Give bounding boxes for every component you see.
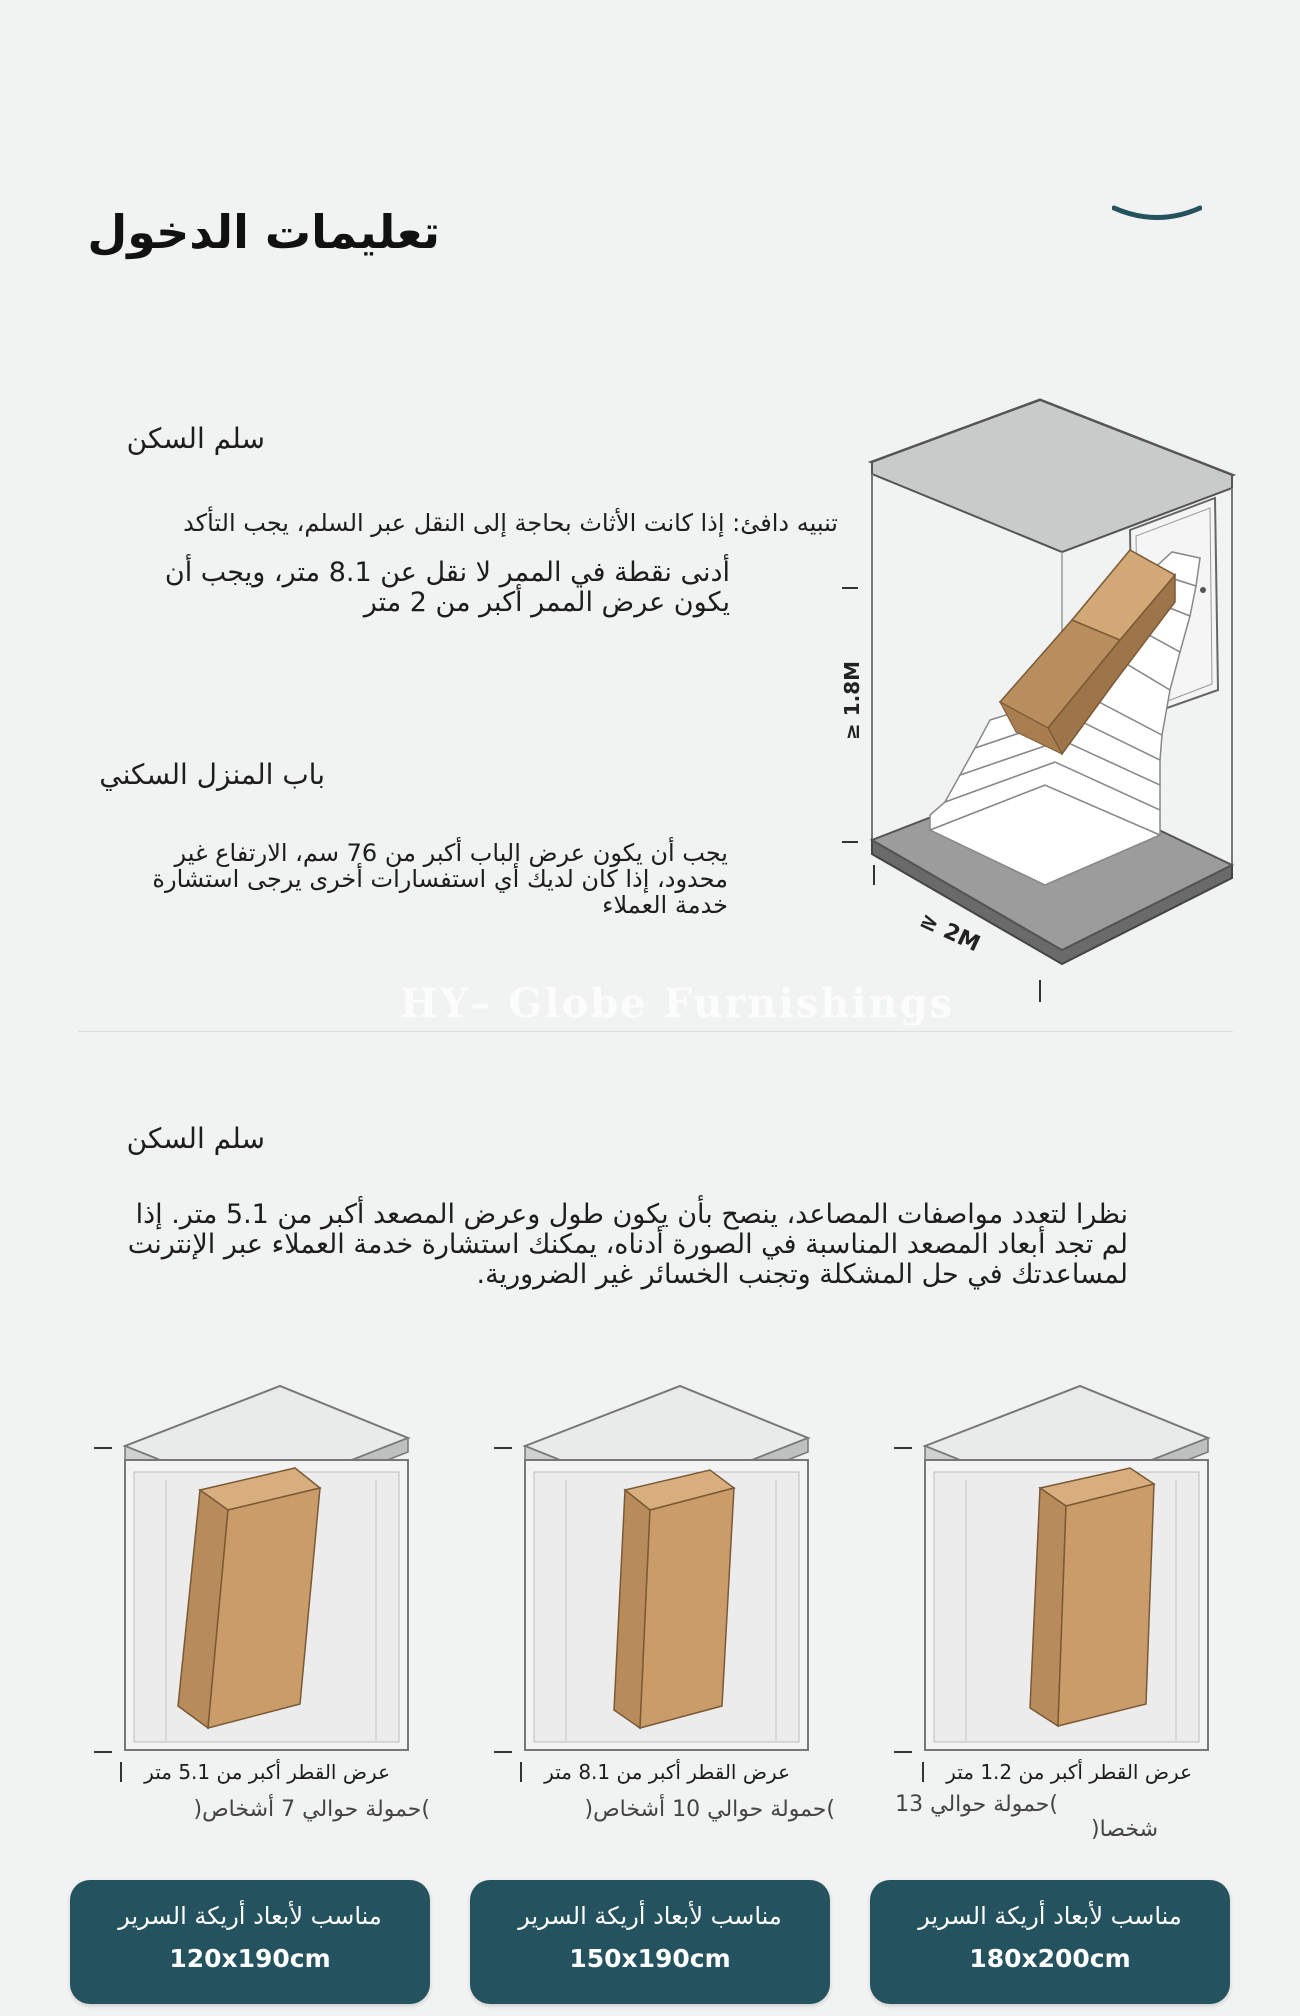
- spec-tick-2: [520, 1762, 528, 1782]
- elevator-illustration-3: [890, 1380, 1220, 1760]
- height-measure: ≥ 1.8M: [840, 660, 864, 740]
- elevator-text-line-2: لم تجد أبعاد المصعد المناسبة في الصورة أدناه، يمكنك استشارة خدمة العملاء عبر الإنترنت: [127, 1229, 1128, 1260]
- sofa-size-card-2: [470, 1880, 830, 2004]
- card-size: 120x190cm: [169, 1944, 331, 1973]
- spec-tick-1: [120, 1762, 128, 1782]
- elevator-load-3: )حمولة حوالي 13: [895, 1792, 1058, 1817]
- elevator-spec-1: عرض القطر أكبر من 5.1 متر: [144, 1760, 390, 1784]
- sofa-size-card-3: [870, 1880, 1230, 2004]
- elevator-load-1: )حمولة حوالي 7 أشخاص(: [193, 1797, 430, 1822]
- elevator-illustration-1: [90, 1380, 420, 1760]
- width-measure: ≥ 2M: [915, 907, 984, 958]
- elevator-spec-3: عرض القطر أكبر من 1.2 متر: [946, 1760, 1192, 1784]
- watermark: HY– Globe Furnishings: [400, 980, 955, 1027]
- sofa-size-card-1: [70, 1880, 430, 2004]
- elevator-spec-2: عرض القطر أكبر من 8.1 متر: [544, 1760, 790, 1784]
- door-text-line-2: محدود، إذا كان لديك أي استفسارات أخرى يرجى استشارة: [152, 865, 728, 893]
- elevator-text-line-1: نظرا لتعدد مواصفات المصاعد، ينصح بأن يكون طول وعرض المصعد أكبر من 5.1 متر. إذا: [135, 1199, 1128, 1230]
- card-label: مناسب لأبعاد أريكة السرير: [518, 1902, 782, 1930]
- stair-text-line-2: أدنى نقطة في الممر لا نقل عن 8.1 متر، ويجب أن: [164, 557, 730, 588]
- door-text-line-1: يجب أن يكون عرض الباب أكبر من 76 سم، الارتفاع غير: [174, 839, 728, 867]
- stair-text-line-3: يكون عرض الممر أكبر من 2 متر: [363, 587, 730, 618]
- elevator-text-line-3: لمساعدتك في حل المشكلة وتجنب الخسائر غير الضرورية.: [476, 1259, 1128, 1290]
- card-size: 150x190cm: [569, 1944, 731, 1973]
- card-label: مناسب لأبعاد أريكة السرير: [918, 1902, 1182, 1930]
- elevator-illustration-2: [490, 1380, 820, 1760]
- accent-curve-icon: [1112, 205, 1202, 223]
- spec-tick-3: [922, 1762, 930, 1782]
- elevator-heading: سلم السكن: [126, 1122, 265, 1155]
- stair-illustration: [830, 390, 1250, 1010]
- door-text-line-3: خدمة العملاء: [602, 891, 728, 919]
- card-label: مناسب لأبعاد أريكة السرير: [118, 1902, 382, 1930]
- door-heading: باب المنزل السكني: [99, 758, 325, 791]
- stair-heading: سلم السكن: [126, 422, 265, 455]
- page-title: تعليمات الدخول: [87, 205, 440, 259]
- section-divider: [78, 1031, 1233, 1032]
- elevator-load-2: )حمولة حوالي 10 أشخاص(: [584, 1797, 835, 1822]
- stair-text-line-1: تنبيه دافئ: إذا كانت الأثاث بحاجة إلى النقل عبر السلم، يجب التأكد: [183, 509, 838, 537]
- card-size: 180x200cm: [969, 1944, 1131, 1973]
- elevator-load-3b: شخصا(: [1091, 1817, 1158, 1842]
